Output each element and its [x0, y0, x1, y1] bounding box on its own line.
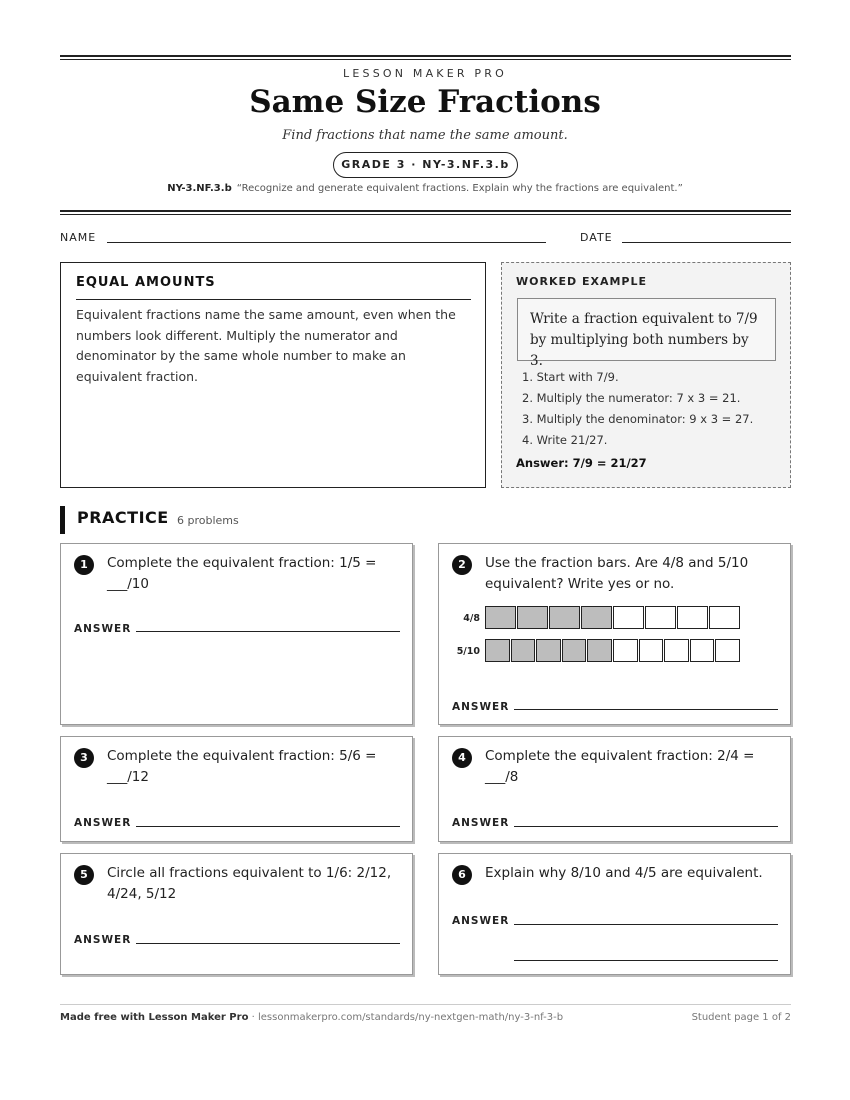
- practice-accent-bar: [60, 506, 65, 534]
- answer-line[interactable]: [136, 631, 400, 632]
- header-bottom-rule: [60, 210, 791, 215]
- standard-code: NY-3.NF.3.b: [167, 183, 232, 194]
- footer-divider: [60, 1004, 791, 1005]
- problem-text: Complete the equivalent fraction: 1/5 = ___/10: [107, 555, 377, 592]
- top-double-rule: [60, 55, 791, 60]
- grade-badge: GRADE 3 · NY-3.NF.3.b: [333, 152, 518, 178]
- problem-card-6: [438, 853, 791, 975]
- worked-example-title: WORKED EXAMPLE: [516, 275, 647, 288]
- answer-label: ANSWER: [74, 623, 132, 635]
- standard-text: “Recognize and generate equivalent fractions. Explain why the fractions are equivalent.”: [236, 183, 683, 194]
- fraction-bar-part: [639, 639, 664, 662]
- worked-example-step: 2. Multiply the numerator: 7 x 3 = 21.: [522, 391, 741, 405]
- problem-card-1: [60, 543, 413, 725]
- worked-example-steps: [522, 367, 787, 451]
- standard-line: [0, 183, 850, 194]
- footer-made-with: Made free with Lesson Maker Pro: [60, 1012, 249, 1023]
- fraction-bar-part-shaded: [581, 606, 612, 629]
- problem-card-5: [60, 853, 413, 975]
- answer-label: ANSWER: [452, 817, 510, 829]
- problem-card-2: [438, 543, 791, 725]
- problem-text: Complete the equivalent fraction: 5/6 = ___/12: [107, 748, 377, 785]
- problem-text: Circle all fractions equivalent to 1/6: 2/12, 4/24, 5/12: [107, 865, 392, 902]
- fraction-bar-part-shaded: [549, 606, 580, 629]
- fraction-bar-part: [664, 639, 689, 662]
- problem-text: Complete the equivalent fraction: 2/4 = ___/8: [485, 748, 755, 785]
- problem-number-badge: 5: [74, 865, 94, 885]
- fraction-bar-label: 4/8: [463, 613, 480, 624]
- worked-example-box: [501, 262, 791, 488]
- fraction-bar-part-shaded: [517, 606, 548, 629]
- worked-example-step: 3. Multiply the denominator: 9 x 3 = 27.: [522, 412, 754, 426]
- worked-example-step: 4. Write 21/27.: [522, 433, 608, 447]
- footer-page-number: Student page 1 of 2: [691, 1012, 791, 1023]
- problem-number-badge: 3: [74, 748, 94, 768]
- fraction-bar-part-shaded: [485, 639, 510, 662]
- fraction-bar-eighths: [485, 606, 741, 629]
- problem-number-badge: 4: [452, 748, 472, 768]
- fraction-bar-label: 5/10: [456, 646, 480, 657]
- concept-divider: [76, 299, 471, 300]
- answer-line[interactable]: [514, 924, 778, 925]
- problem-number-badge: 6: [452, 865, 472, 885]
- fraction-bar-part-shaded: [562, 639, 587, 662]
- name-label: NAME: [60, 231, 97, 244]
- problem-card-3: [60, 736, 413, 842]
- problem-text: Use the fraction bars. Are 4/8 and 5/10 equivalent? Write yes or no.: [485, 555, 749, 592]
- answer-label: ANSWER: [452, 915, 510, 927]
- problem-number-badge: 1: [74, 555, 94, 575]
- practice-count: 6 problems: [177, 514, 239, 527]
- worked-example-step: 1. Start with 7/9.: [522, 370, 619, 384]
- page-subtitle: Find fractions that name the same amount.: [282, 128, 568, 143]
- name-field-line[interactable]: [107, 242, 546, 243]
- date-label: DATE: [580, 231, 613, 244]
- fraction-bar-part-shaded: [536, 639, 561, 662]
- fraction-bar-part-shaded: [511, 639, 536, 662]
- fraction-bar-part: [690, 639, 715, 662]
- answer-line-second[interactable]: [514, 960, 778, 961]
- worked-example-prompt: Write a fraction equivalent to 7/9 by multiplying both numbers by 3.: [517, 298, 776, 361]
- page-title: Same Size Fractions: [249, 84, 601, 120]
- answer-label: ANSWER: [452, 701, 510, 713]
- worked-example-answer: Answer: 7/9 = 21/27: [516, 456, 647, 470]
- fraction-bar-part: [613, 606, 644, 629]
- fraction-bar-part: [709, 606, 740, 629]
- answer-label: ANSWER: [74, 817, 132, 829]
- answer-label: ANSWER: [74, 934, 132, 946]
- fraction-bar-part-shaded: [587, 639, 612, 662]
- fraction-bar-part: [613, 639, 638, 662]
- fraction-bar-part-shaded: [485, 606, 516, 629]
- concept-box: [60, 262, 486, 488]
- footer-url[interactable]: · lessonmakerpro.com/standards/ny-nextgen-math/ny-3-nf-3-b: [248, 1012, 564, 1023]
- answer-line[interactable]: [136, 943, 400, 944]
- concept-title: EQUAL AMOUNTS: [76, 275, 216, 290]
- concept-text: Equivalent fractions name the same amount, even when the numbers look different. Multiply the numerator and denominator by the same whole number to make an equivalent fraction.: [76, 307, 456, 384]
- answer-line[interactable]: [514, 709, 778, 710]
- footer-credit: [60, 1012, 563, 1023]
- fraction-bar-part: [645, 606, 676, 629]
- problem-card-4: [438, 736, 791, 842]
- fraction-bar-part: [715, 639, 740, 662]
- date-field-line[interactable]: [622, 242, 791, 243]
- problem-text: Explain why 8/10 and 4/5 are equivalent.: [485, 865, 763, 881]
- brand-name: LESSON MAKER PRO: [343, 67, 507, 80]
- answer-line[interactable]: [136, 826, 400, 827]
- fraction-bar-tenths: [485, 639, 741, 662]
- fraction-bar-part: [677, 606, 708, 629]
- answer-line[interactable]: [514, 826, 778, 827]
- problem-number-badge: 2: [452, 555, 472, 575]
- practice-title: PRACTICE: [77, 508, 169, 527]
